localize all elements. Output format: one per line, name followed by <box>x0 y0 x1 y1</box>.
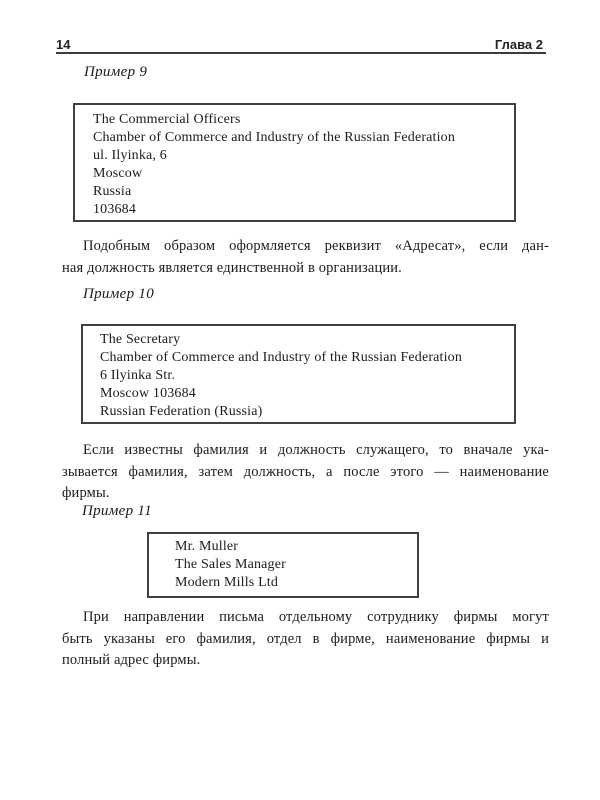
paragraph-line: полный адрес фирмы. <box>62 652 201 668</box>
example-11-heading: Пример 11 <box>82 503 152 519</box>
address-line: 6 Ilyinka Str. <box>100 368 176 383</box>
body-paragraph <box>62 236 549 279</box>
address-line: Russia <box>93 184 132 199</box>
body-paragraph <box>62 607 549 672</box>
address-line: Moscow 103684 <box>100 386 196 401</box>
address-line: Modern Mills Ltd <box>175 575 279 590</box>
address-line: 103684 <box>93 202 137 217</box>
chapter-label: Глава 2 <box>494 37 543 52</box>
address-box-example-10 <box>81 324 516 424</box>
example-9-heading: Пример 9 <box>84 64 148 80</box>
paragraph-line: ная должность является единственной в организации. <box>62 259 402 276</box>
address-line: Chamber of Commerce and Industry of the Russian Federation <box>100 350 462 365</box>
paragraph-line: При направлении письма отдельному сотруднику фирмы могут <box>83 609 549 625</box>
paragraph-line: Подобным образом оформляется реквизит «Адресат», если дан- <box>83 238 549 254</box>
example-10-heading: Пример 10 <box>83 286 155 302</box>
address-line: The Secretary <box>100 332 181 347</box>
paragraph-line: быть указаны его фамилия, отдел в фирме, наименование фирмы и <box>62 630 549 647</box>
paragraph-line: зывается фамилия, затем должность, а после этого — наименование <box>62 463 549 480</box>
address-line: Moscow <box>93 166 143 181</box>
header-rule <box>56 52 546 54</box>
paragraph-line: фирмы. <box>62 485 110 501</box>
address-line: The Sales Manager <box>175 557 286 572</box>
body-paragraph <box>62 440 549 505</box>
address-line: ul. Ilyinka, 6 <box>93 148 167 163</box>
paragraph-line: Если известны фамилия и должность служащего, то вначале ука- <box>83 442 549 458</box>
address-line: The Commercial Officers <box>93 112 241 127</box>
address-box-example-11 <box>147 532 419 598</box>
address-line: Mr. Muller <box>175 539 239 554</box>
address-line: Russian Federation (Russia) <box>100 404 263 419</box>
page-number: 14 <box>56 37 71 52</box>
address-box-example-9 <box>73 103 516 222</box>
address-line: Chamber of Commerce and Industry of the Russian Federation <box>93 130 455 145</box>
